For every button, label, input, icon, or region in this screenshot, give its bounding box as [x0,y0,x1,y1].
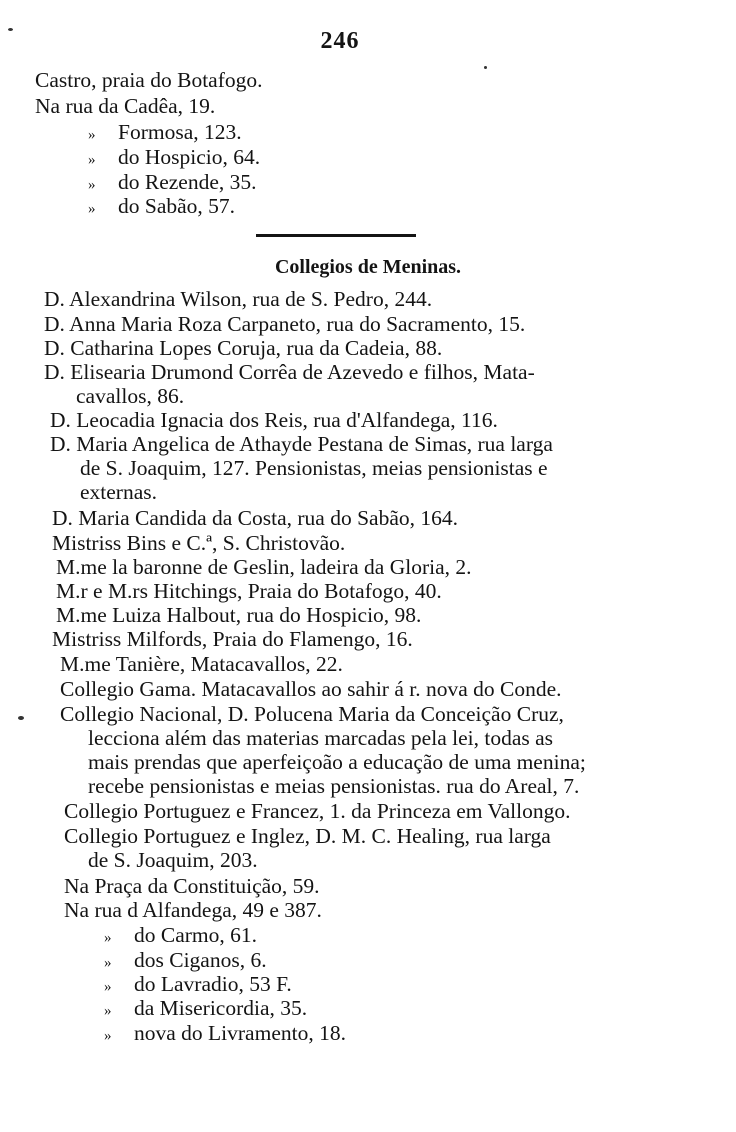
print-speck [484,66,487,69]
entry-line: D. Anna Maria Roza Carpaneto, rua do Sacramento, 15. [44,312,526,336]
list-item-text: do Lavradio, 53 F. [134,972,292,996]
list-item-text: do Hospicio, 64. [118,145,261,169]
ditto-mark: » [104,979,112,995]
print-speck [8,28,13,31]
entry-line: cavallos, 86. [76,384,185,408]
entry-line: Na rua d Alfandega, 49 e 387. [64,898,322,922]
ditto-mark: » [104,1028,112,1044]
text-line: Na rua da Cadêa, 19. [35,94,216,118]
list-item [88,170,257,197]
section-title: Collegios de Meninas. [274,256,462,278]
section-divider [256,234,416,237]
entry-line: D. Elisearia Drumond Corrêa de Azevedo e filhos, Mata- [44,360,535,384]
page-number: 246 [320,28,360,54]
list-item [104,1021,346,1048]
entry-line: Collegio Gama. Matacavallos ao sahir á r. nova do Conde. [60,677,562,701]
list-item [104,923,257,950]
entry-line: lecciona além das materias marcadas pela lei, todas as [88,726,554,750]
entry-line: Mistriss Bins e C.ª, S. Christovão. [52,531,346,555]
list-item-text: Formosa, 123. [118,120,242,144]
entry-line: de S. Joaquim, 127. Pensionistas, meias pensionistas e [80,456,548,480]
text-line: Castro, praia do Botafogo. [35,68,263,92]
entry-line: Mistriss Milfords, Praia do Flamengo, 16. [52,627,413,651]
entry-line: recebe pensionistas e meias pensionistas. rua do Areal, 7. [88,774,580,798]
ditto-mark: » [104,1003,112,1019]
entry-line: M.me Tanière, Matacavallos, 22. [60,652,343,676]
entry-line: D. Alexandrina Wilson, rua de S. Pedro, 244. [44,287,433,311]
entry-line: de S. Joaquim, 203. [88,848,258,872]
entry-line: D. Maria Candida da Costa, rua do Sabão, 164. [52,506,459,530]
ditto-mark: » [104,930,112,946]
list-item-text: nova do Livramento, 18. [134,1021,346,1045]
entry-line: D. Maria Angelica de Athayde Pestana de Simas, rua larga [50,432,553,456]
ditto-mark: » [88,127,96,143]
entry-line: M.me la baronne de Geslin, ladeira da Gloria, 2. [56,555,472,579]
entry-line: Collegio Nacional, D. Polucena Maria da Conceição Cruz, [60,702,564,726]
entry-line: mais prendas que aperfeiçoão a educação de uma menina; [88,750,586,774]
entry-line: Collegio Portuguez e Francez, 1. da Princeza em Vallongo. [64,799,571,823]
entry-line: Na Praça da Constituição, 59. [64,874,320,898]
list-item-text: dos Ciganos, 6. [134,948,267,972]
entry-line: M.r e M.rs Hitchings, Praia do Botafogo, 40. [56,579,442,603]
list-item-text: do Carmo, 61. [134,923,258,947]
ditto-mark: » [88,152,96,168]
list-item-text: do Sabão, 57. [118,194,236,218]
entry-line: externas. [80,480,158,504]
entry-line: D. Leocadia Ignacia dos Reis, rua d'Alfandega, 116. [50,408,498,432]
ditto-mark: » [88,177,96,193]
entry-line: Collegio Portuguez e Inglez, D. M. C. Healing, rua larga [64,824,551,848]
list-item [104,996,307,1023]
print-speck [18,716,24,720]
ditto-mark: » [88,201,96,217]
list-item [104,948,267,975]
list-item [88,194,235,221]
list-item-text: do Rezende, 35. [118,170,257,194]
ditto-mark: » [104,955,112,971]
entry-line: D. Catharina Lopes Coruja, rua da Cadeia, 88. [44,336,443,360]
list-item [104,972,292,999]
list-item-text: da Misericordia, 35. [134,996,308,1020]
list-item [88,145,260,172]
list-item [88,120,242,147]
entry-line: M.me Luiza Halbout, rua do Hospicio, 98. [56,603,422,627]
